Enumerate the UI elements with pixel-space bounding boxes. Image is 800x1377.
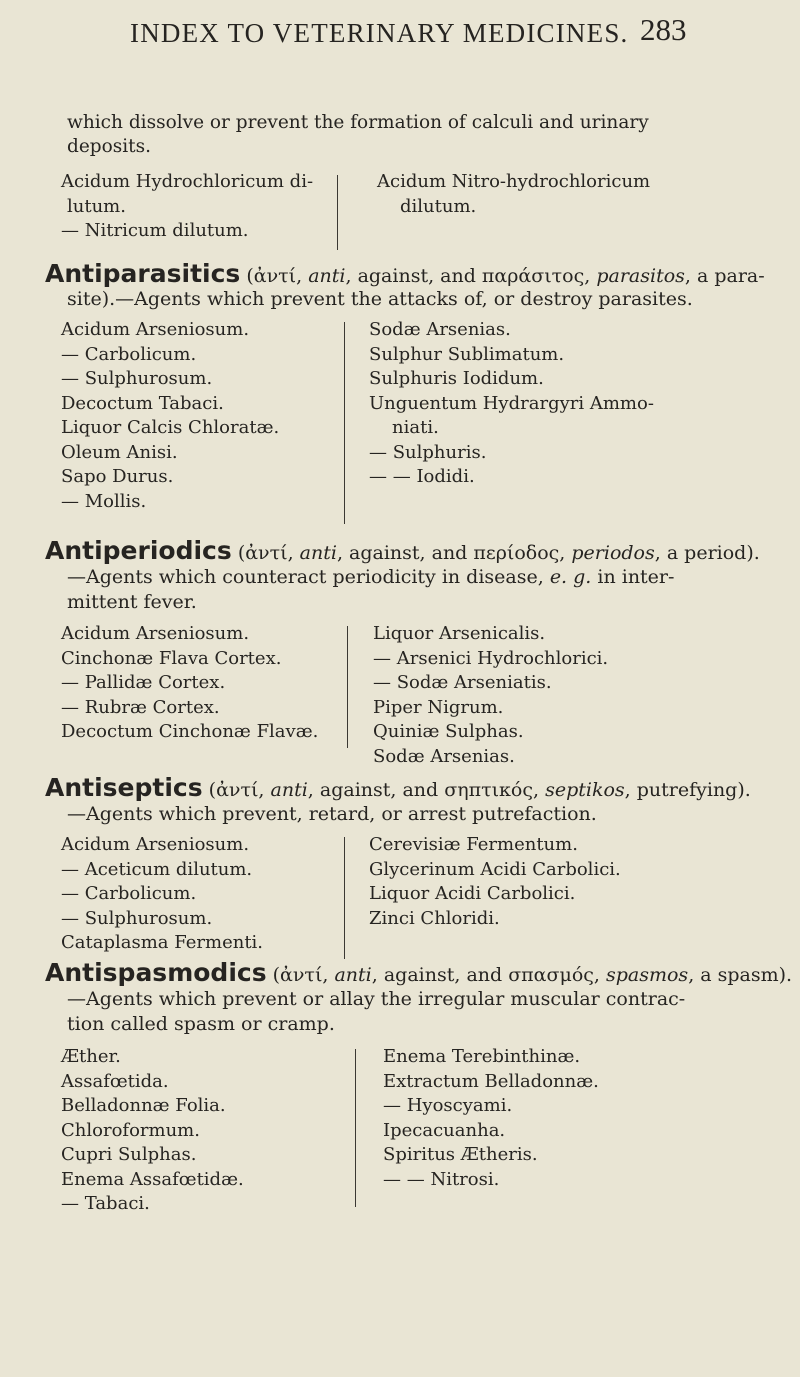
antiperiodics-left-column [61, 622, 318, 745]
list-item: — Tabaci. [61, 1193, 150, 1214]
entry-definition: (ἀντί, anti, against, and σπασμός, spasmos, a spasm). [272, 964, 793, 986]
list-item: Sapo Durus. [61, 466, 174, 487]
list-item: Liquor Acidi Carbolici. [369, 883, 576, 904]
list-item: Cataplasma Fermenti. [61, 932, 264, 953]
intro-right-column [377, 170, 650, 219]
list-item: — Carbolicum. [61, 883, 197, 904]
antispasmodics-left-column [61, 1045, 244, 1217]
list-item: Zinci Chloridi. [369, 907, 500, 929]
list-item: Extractum Belladonnæ. [383, 1070, 599, 1092]
list-item: — Sulphurosum. [61, 368, 213, 389]
list-item: Liquor Calcis Chloratæ. [61, 417, 280, 438]
antiseptics-right-column [369, 833, 621, 931]
antispasmodics-right-column [383, 1045, 599, 1192]
list-item: — — Nitrosi. [383, 1168, 500, 1190]
running-header [0, 12, 800, 56]
entry-antiparasitics [45, 259, 765, 288]
list-item: Acidum Nitro-hydrochloricum [377, 171, 651, 192]
list-item: Decoctum Cinchonæ Flavæ. [61, 721, 319, 742]
entry-term: Antiparasitics [45, 259, 241, 288]
entry-definition-cont: site).—Agents which prevent the attacks of, or destroy parasites. [67, 288, 693, 310]
list-item: — Nitricum dilutum. [61, 220, 249, 241]
list-item: Sulphuris Iodidum. [369, 368, 544, 389]
list-item: Acidum Hydrochloricum di- [61, 171, 314, 192]
header-title: INDEX TO VETERINARY MEDICINES. [130, 18, 629, 48]
list-item: Unguentum Hydrargyri Ammo- [369, 392, 654, 414]
entry-term: Antiseptics [45, 773, 203, 802]
list-item: — Mollis. [61, 490, 147, 512]
list-item: Cerevisiæ Fermentum. [369, 834, 578, 855]
list-item: Assafœtida. [61, 1070, 169, 1092]
list-item: — Sulphuris. [369, 441, 487, 463]
column-divider [337, 175, 338, 250]
list-item: Acidum Arseniosum. [61, 834, 250, 855]
entry-definition: (ἀντί, anti, against, and σηπτικός, septikos, putrefying). [208, 779, 751, 801]
page-number: 283 [640, 12, 687, 47]
antiperiodics-right-column [373, 622, 608, 769]
list-item: Liquor Arsenicalis. [373, 623, 546, 644]
list-item: Enema Terebinthinæ. [383, 1046, 581, 1067]
list-item: Decoctum Tabaci. [61, 392, 224, 414]
entry-definition-cont: —Agents which counteract periodicity in disease, e. g. in inter- [67, 566, 675, 588]
entry-definition-cont: —Agents which prevent or allay the irregular muscular contrac- [67, 988, 686, 1010]
column-divider [355, 1049, 356, 1207]
antiseptics-left-column [61, 833, 263, 956]
list-item: — — Iodidi. [369, 466, 475, 487]
list-item: Cupri Sulphas. [61, 1144, 197, 1165]
list-item: — Carbolicum. [61, 343, 197, 365]
list-item: — Hyoscyami. [383, 1095, 513, 1116]
list-item: Æther. [61, 1046, 121, 1067]
column-divider [347, 626, 348, 748]
column-divider [344, 837, 345, 959]
list-item: dilutum. [400, 195, 477, 217]
entry-definition-cont: mittent fever. [67, 591, 197, 613]
list-item: Quiniæ Sulphas. [373, 721, 524, 742]
entry-definition-cont: tion called spasm or cramp. [67, 1013, 335, 1035]
list-item: Enema Assafœtidæ. [61, 1168, 244, 1190]
entry-definition: (ἀντί, anti, against, and παράσιτος, parasitos, a para- [246, 265, 765, 287]
list-item: niati. [392, 417, 439, 438]
entry-definition: (ἀντί, anti, against, and περίοδος, periodos, a period). [237, 542, 760, 564]
list-item: Glycerinum Acidi Carbolici. [369, 858, 621, 880]
entry-definition-cont: —Agents which prevent, retard, or arrest putrefaction. [67, 803, 597, 825]
list-item: Oleum Anisi. [61, 441, 178, 463]
list-item: Spiritus Ætheris. [383, 1144, 538, 1165]
list-item: Sulphur Sublimatum. [369, 343, 565, 365]
list-item: Piper Nigrum. [373, 696, 504, 718]
entry-term: Antiperiodics [45, 536, 232, 565]
list-item: — Aceticum dilutum. [61, 858, 253, 880]
antiparasitics-right-column [369, 318, 654, 490]
entry-antiperiodics [45, 536, 760, 565]
list-item: Sodæ Arsenias. [373, 745, 515, 767]
column-divider [344, 322, 345, 524]
list-item: Cinchonæ Flava Cortex. [61, 647, 282, 669]
entry-term: Antispasmodics [45, 958, 267, 987]
entry-antispasmodics [45, 958, 792, 987]
list-item: — Sulphurosum. [61, 907, 213, 929]
intro-line-2: deposits. [67, 136, 151, 157]
list-item: — Rubræ Cortex. [61, 696, 220, 718]
list-item: Sodæ Arsenias. [369, 319, 511, 340]
list-item: Acidum Arseniosum. [61, 319, 250, 340]
list-item: Belladonnæ Folia. [61, 1095, 226, 1116]
list-item: — Arsenici Hydrochlorici. [373, 647, 609, 669]
intro-line-1: which dissolve or prevent the formation of calculi and urinary [67, 112, 649, 133]
list-item: Ipecacuanha. [383, 1119, 506, 1141]
intro-left-column [61, 170, 313, 244]
list-item: Chloroformum. [61, 1119, 200, 1141]
entry-antiseptics [45, 773, 751, 802]
list-item: lutum. [67, 195, 126, 217]
list-item: — Sodæ Arseniatis. [373, 672, 552, 693]
list-item: Acidum Arseniosum. [61, 623, 250, 644]
list-item: — Pallidæ Cortex. [61, 672, 226, 693]
antiparasitics-left-column [61, 318, 279, 514]
